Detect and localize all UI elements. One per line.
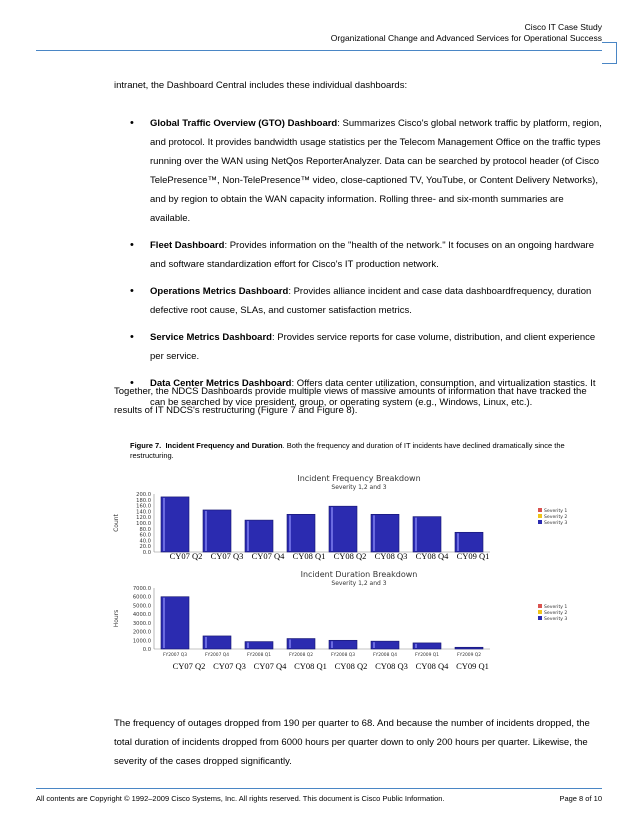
bullet-text: : Offers data center utilization, consumption, and virtualization stastics. It can be searched by vice president, group, or operating system (e.g., Windows, Linux, etc.).: [150, 378, 596, 408]
bullet-text: : Summarizes Cisco's global network traffic by platform, region, and protocol. It provides bandwidth usage statistics per the Telecom Management Office on the traffic types running over the WAN using NetQos ReporterAnalyzer. Data can be searched by protocol header (of Cisco TelePresence™, Non-TelePresence™ video, close-captioned TV, YouTube, or Content Delivery Networks), and by region to obtain the WAN capacity information. Rolling three- and six-month summaries are available.: [150, 118, 602, 224]
bar-highlight: [457, 533, 459, 551]
frequency-category-row: [114, 551, 602, 563]
duration-category-row: [114, 661, 602, 673]
bar: [413, 517, 441, 552]
dashboard-list: [114, 114, 602, 420]
bar: [161, 597, 189, 649]
chart-subtitle: Severity 1,2 and 3: [331, 580, 387, 587]
header-corner-box: [602, 42, 617, 64]
bar: [329, 506, 357, 552]
x-tick-label: FY2009 Q1: [414, 653, 440, 658]
legend-label: Severity 2: [544, 611, 568, 616]
x-tick-label: FY2009 Q2: [456, 653, 482, 658]
x-tick-label: FY2007 Q4: [204, 653, 230, 658]
bar-highlight: [289, 515, 291, 551]
bar-highlight: [205, 637, 207, 648]
y-tick-label: 100.0: [136, 521, 151, 527]
legend-swatch: [538, 508, 542, 512]
figure-text: . Both the frequency and duration of IT incidents have declined dramatically since the restructuring.: [130, 441, 565, 460]
bar: [329, 640, 357, 649]
footer-copyright: All contents are Copyright © 1992–2009 Cisco Systems, Inc. All rights reserved. This document is Cisco Public Information.: [36, 794, 445, 803]
bar-highlight: [415, 644, 417, 648]
bullet-title: Operations Metrics Dashboard: [150, 286, 289, 297]
y-tick-label: 4000.0: [132, 612, 151, 619]
legend-label: Severity 1: [544, 509, 568, 514]
bar: [287, 514, 315, 552]
category-label: CY07 Q2: [169, 551, 203, 561]
legend-swatch: [538, 604, 542, 608]
bar-highlight: [163, 598, 165, 648]
bar-highlight: [331, 507, 333, 551]
category-label: CY09 Q1: [456, 661, 489, 671]
legend-label: Severity 2: [544, 515, 568, 520]
bar-highlight: [331, 641, 333, 648]
y-tick-label: 7000.0: [132, 586, 151, 592]
category-label: CY07 Q4: [251, 551, 285, 561]
header-line-2: Organizational Change and Advanced Services for Operational Success: [330, 33, 602, 43]
bar-highlight: [415, 518, 417, 551]
y-tick-label: 200.0: [136, 492, 151, 498]
figure-caption: [130, 441, 602, 461]
category-label: CY07 Q3: [210, 551, 244, 561]
chart-title: Incident Duration Breakdown: [300, 570, 418, 579]
bar: [455, 532, 483, 552]
bar: [287, 639, 315, 649]
figure-label: Figure 7.: [130, 441, 162, 450]
legend-label: Severity 3: [544, 521, 568, 526]
y-tick-label: 120.0: [136, 515, 151, 522]
page-header: [331, 22, 602, 44]
legend-label: Severity 3: [544, 617, 568, 622]
bar: [203, 510, 231, 552]
x-tick-label: FY2007 Q3: [162, 653, 188, 658]
list-item: [114, 114, 602, 228]
bar: [371, 641, 399, 649]
bar-highlight: [373, 642, 375, 648]
intro-paragraph: intranet, the Dashboard Central includes these individual dashboards:: [114, 80, 408, 91]
figure-title: Incident Frequency and Duration: [165, 441, 283, 450]
chart-subtitle: Severity 1,2 and 3: [331, 484, 387, 491]
y-tick-label: 6000.0: [132, 594, 151, 601]
bullet-title: Data Center Metrics Dashboard: [150, 378, 292, 389]
category-label: CY08 Q2: [334, 661, 368, 671]
x-tick-label: FY2008 Q3: [330, 653, 356, 658]
y-tick-label: 60.0: [139, 532, 151, 539]
category-label: CY08 Q2: [333, 551, 367, 561]
bullet-text: : Provides service reports for case volume, distribution, and client experience per service.: [150, 332, 596, 362]
incident-duration-chart: [114, 566, 602, 658]
category-label: CY08 Q1: [294, 661, 327, 671]
header-rule: [36, 50, 602, 51]
list-item: [114, 282, 602, 320]
bar-highlight: [289, 640, 291, 648]
list-item: [114, 328, 602, 366]
conclusion-paragraph: The frequency of outages dropped from 190 per quarter to 68. And because the number of incidents dropped, the total duration of incidents dropped from 6000 hours per quarter down to only 200 hours per quarter. Likewise, the severity of the cases dropped significantly.: [114, 718, 590, 767]
y-tick-label: 2000.0: [132, 629, 151, 636]
y-tick-label: 1000.0: [132, 638, 151, 645]
bar: [161, 497, 189, 552]
bar: [455, 647, 483, 649]
legend-swatch: [538, 520, 542, 524]
y-tick-label: 0.0: [142, 550, 151, 556]
category-label: CY07 Q3: [213, 661, 246, 671]
bar-highlight: [373, 515, 375, 551]
y-axis-label: Count: [113, 514, 120, 532]
y-axis-label: Hours: [113, 609, 120, 628]
bar-highlight: [163, 498, 165, 551]
category-label: CY08 Q1: [292, 551, 326, 561]
y-tick-label: 80.0: [139, 526, 151, 533]
bar-highlight: [247, 643, 249, 648]
y-tick-label: 5000.0: [132, 603, 151, 610]
category-label: CY08 Q4: [415, 551, 449, 561]
legend-swatch: [538, 616, 542, 620]
bar: [413, 643, 441, 649]
bar-highlight: [247, 521, 249, 551]
legend-swatch: [538, 610, 542, 614]
bar: [203, 636, 231, 649]
bullet-title: Fleet Dashboard: [150, 240, 225, 251]
category-label: CY08 Q3: [374, 551, 408, 561]
y-tick-label: 180.0: [136, 497, 151, 504]
legend-label: Severity 1: [544, 605, 568, 610]
together-paragraph: Together, the NDCS Dashboards provide multiple views of massive amounts of information that have tracked the results of IT NDCS's restructuring (Figure 7 and Figure 8).: [114, 386, 587, 416]
bullet-text: : Provides information on the "health of the network." It focuses on an ongoing hardware and software standardization effort for Cisco's IT production network.: [150, 240, 594, 270]
x-tick-label: FY2008 Q4: [372, 653, 398, 658]
y-tick-label: 0.0: [142, 647, 151, 653]
x-tick-label: FY2008 Q2: [288, 653, 314, 658]
bar-highlight: [205, 511, 207, 551]
header-line-1: Cisco IT Case Study: [524, 22, 602, 32]
chart-title: Incident Frequency Breakdown: [297, 474, 421, 483]
y-tick-label: 40.0: [139, 538, 151, 545]
bar: [245, 642, 273, 649]
y-tick-label: 160.0: [136, 503, 151, 510]
incident-frequency-chart: [114, 470, 602, 564]
footer-rule: [36, 788, 602, 789]
category-label: CY09 Q1: [456, 551, 490, 561]
bar: [245, 520, 273, 552]
category-label: CY08 Q4: [415, 661, 449, 671]
bullet-text: : Provides alliance incident and case data dashboardfrequency, duration defective root cause, SLAs, and customer satisfaction metrics.: [150, 286, 592, 316]
list-item: [114, 236, 602, 274]
y-tick-label: 20.0: [139, 544, 151, 551]
legend-swatch: [538, 514, 542, 518]
category-label: CY07 Q2: [172, 661, 206, 671]
x-tick-label: FY2008 Q1: [246, 653, 272, 658]
bullet-title: Service Metrics Dashboard: [150, 332, 272, 343]
footer-page-number: Page 8 of 10: [559, 794, 602, 803]
category-label: CY08 Q3: [375, 661, 408, 671]
category-label: CY07 Q4: [253, 661, 287, 671]
y-tick-label: 140.0: [136, 509, 151, 516]
bar: [371, 514, 399, 552]
y-tick-label: 3000.0: [132, 620, 151, 627]
bullet-title: Global Traffic Overview (GTO) Dashboard: [150, 118, 338, 129]
